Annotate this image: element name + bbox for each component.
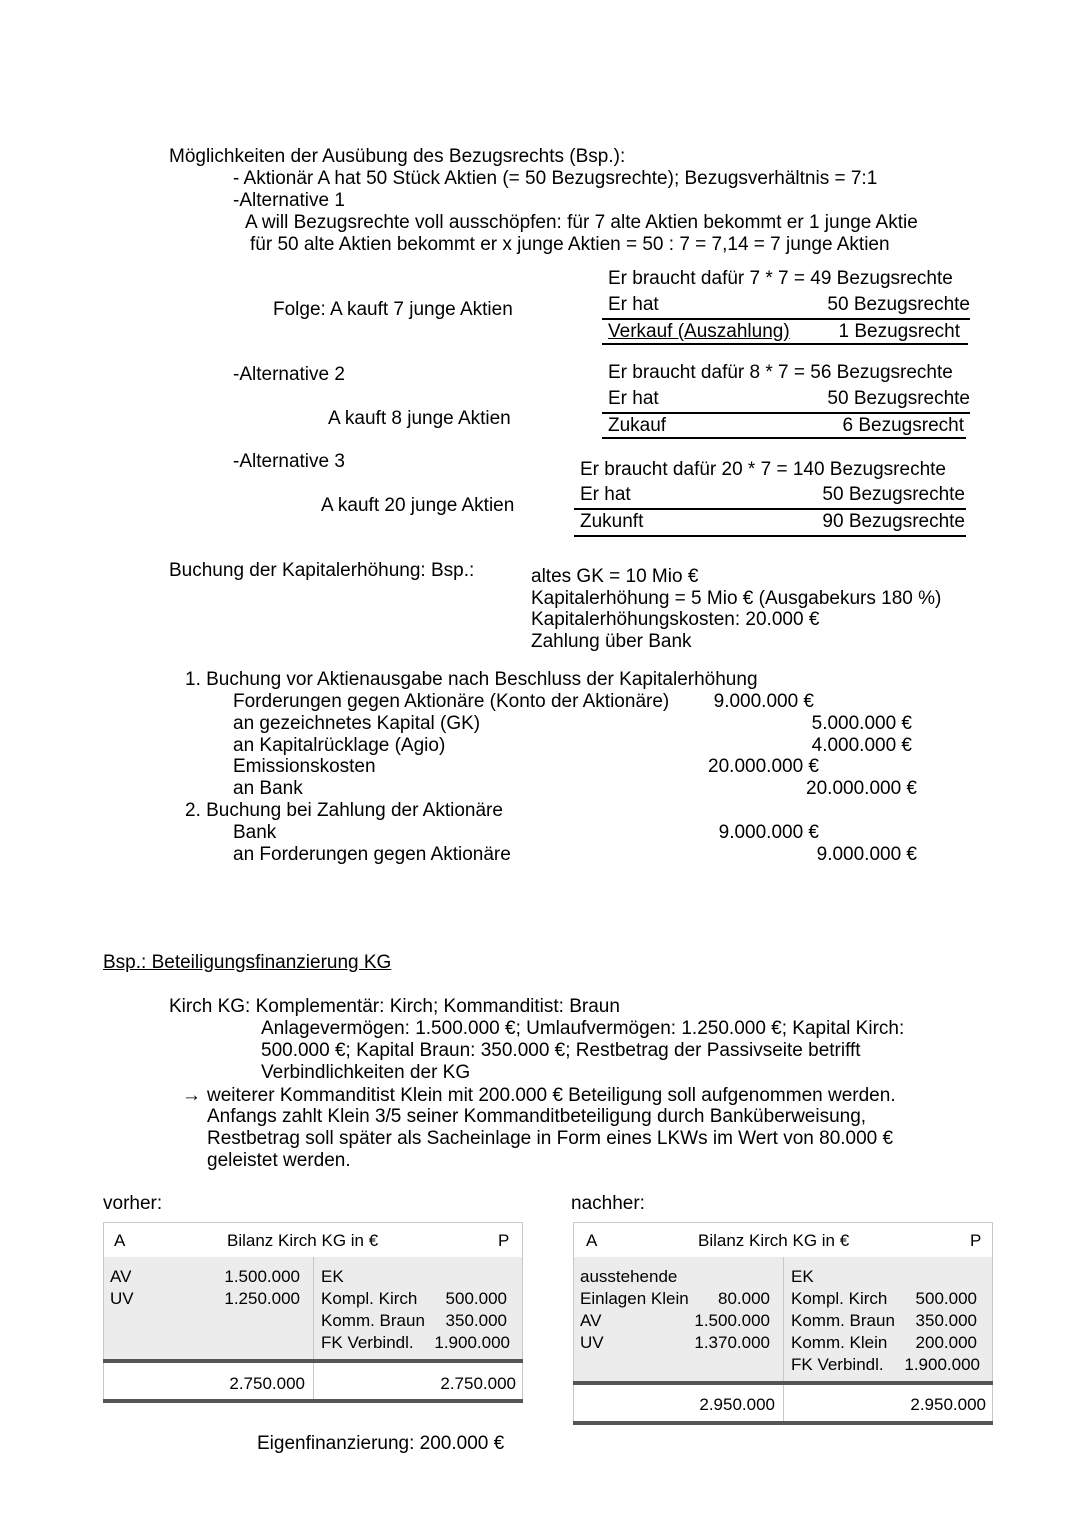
table-top-border: [573, 1222, 993, 1223]
bezug-heading: Möglichkeiten der Ausübung des Bezugsrechts (Bsp.):: [169, 146, 626, 167]
total-right: 2.750.000: [440, 1374, 516, 1393]
row-value: 1.500.000: [694, 1311, 770, 1330]
alt1-result-label: Verkauf (Auszahlung): [608, 321, 790, 342]
alt1-underline: [602, 343, 968, 345]
row-value: 1.250.000: [224, 1289, 300, 1308]
table-divider: [313, 1257, 314, 1359]
ek-label: EK: [321, 1267, 344, 1286]
table-right-border: [522, 1222, 523, 1359]
journal-debit: 9.000.000 €: [713, 691, 814, 712]
fact-item: altes GK = 10 Mio €: [531, 566, 699, 587]
side-a: A: [114, 1231, 126, 1250]
row-label: ausstehende: [580, 1267, 678, 1286]
journal-debit: 20.000.000 €: [708, 756, 819, 777]
row-label: AV: [580, 1311, 602, 1330]
alt2-has-label: Er hat: [608, 388, 659, 409]
double-line: [103, 1399, 523, 1403]
alt1-has-label: Er hat: [608, 294, 659, 315]
journal-credit: 20.000.000 €: [806, 778, 917, 799]
row-label: Kompl. Kirch: [321, 1289, 418, 1308]
alt3-divider: [574, 508, 966, 510]
alt2-result-value: 6 Bezugsrecht: [842, 415, 964, 436]
total-left: 2.750.000: [229, 1374, 305, 1393]
alt3-result-value: 90 Bezugsrechte: [822, 511, 965, 532]
alt3-folge: A kauft 20 junge Aktien: [321, 495, 515, 516]
side-p: P: [970, 1231, 982, 1250]
journal-credit: 4.000.000 €: [811, 735, 912, 756]
alt1-text1: A will Bezugsrechte voll ausschöpfen: für 7 alte Aktien bekommt er 1 junge Aktie: [245, 212, 918, 233]
alt1-divider: [602, 318, 970, 320]
alt3-need: Er braucht dafür 20 * 7 = 140 Bezugsrechte: [580, 459, 946, 480]
alt2-folge: A kauft 8 junge Aktien: [328, 408, 511, 429]
journal-debit: 9.000.000 €: [718, 822, 819, 843]
row-label: Einlagen Klein: [580, 1289, 689, 1308]
journal-label: an Kapitalrücklage (Agio): [233, 735, 446, 756]
buchung1-title: 1. Buchung vor Aktienausgabe nach Beschluss der Kapitalerhöhung: [185, 669, 758, 690]
row-value: 1.500.000: [224, 1267, 300, 1286]
journal-label: Bank: [233, 822, 277, 843]
row-value: 500.000: [915, 1289, 977, 1308]
alt1-need: Er braucht dafür 7 * 7 = 49 Bezugsrechte: [608, 268, 953, 289]
bilanz-title: Bilanz Kirch KG in €: [698, 1231, 850, 1250]
alt1-text2: für 50 alte Aktien bekommt er x junge Aktien = 50 : 7 = 7,14 = 7 junge Aktien: [250, 234, 890, 255]
table-divider: [783, 1257, 784, 1381]
side-p: P: [498, 1231, 510, 1250]
table-left-border: [103, 1363, 104, 1399]
table-right-border: [522, 1363, 523, 1399]
kg-line8: geleistet werden.: [207, 1150, 351, 1171]
row-label: UV: [110, 1289, 134, 1308]
fact-item: Kapitalerhöhung = 5 Mio € (Ausgabekurs 180 %): [531, 588, 942, 609]
fact-item: Zahlung über Bank: [531, 631, 692, 652]
row-label: Kompl. Kirch: [791, 1289, 888, 1308]
kg-line3: 500.000 €; Kapital Braun: 350.000 €; Restbetrag der Passivseite betrifft: [261, 1040, 861, 1061]
alt3-underline: [574, 535, 966, 537]
row-value: 350.000: [445, 1311, 507, 1330]
journal-credit: 9.000.000 €: [816, 844, 917, 865]
alt3-result-label: Zukunft: [580, 511, 644, 532]
alt2-underline: [602, 437, 966, 439]
table-divider: [783, 1385, 784, 1421]
alt2-result-label: Zukauf: [608, 415, 667, 436]
fact-item: Kapitalerhöhungskosten: 20.000 €: [531, 609, 820, 630]
row-label: FK Verbindl.: [791, 1355, 884, 1374]
row-value: 1.900.000: [904, 1355, 980, 1374]
journal-label: Emissionskosten: [233, 756, 376, 777]
kg-heading: Bsp.: Beteiligungsfinanzierung KG: [103, 952, 392, 973]
table-left-border: [103, 1222, 104, 1359]
total-right: 2.950.000: [910, 1395, 986, 1414]
total-left: 2.950.000: [699, 1395, 775, 1414]
kg-line6: Anfangs zahlt Klein 3/5 seiner Kommanditbeteiligung durch Banküberweisung,: [207, 1106, 867, 1127]
bezug-line1: - Aktionär A hat 50 Stück Aktien (= 50 Bezugsrechte); Bezugsverhältnis = 7:1: [233, 168, 878, 189]
table-right-border: [992, 1385, 993, 1421]
journal-label: an Bank: [233, 778, 303, 799]
row-value: 1.900.000: [434, 1333, 510, 1352]
buchung2-title: 2. Buchung bei Zahlung der Aktionäre: [185, 800, 503, 821]
bilanz-title: Bilanz Kirch KG in €: [227, 1231, 379, 1250]
row-value: 350.000: [915, 1311, 977, 1330]
alt2-divider: [602, 412, 970, 414]
row-label: UV: [580, 1333, 604, 1352]
table-divider: [313, 1363, 314, 1399]
alt2-need: Er braucht dafür 8 * 7 = 56 Bezugsrechte: [608, 362, 953, 383]
row-value: 200.000: [915, 1333, 977, 1352]
side-a: A: [586, 1231, 598, 1250]
alt2-has-value: 50 Bezugsrechte: [827, 388, 970, 409]
table-right-border: [992, 1222, 993, 1381]
row-label: Komm. Klein: [791, 1333, 888, 1352]
kg-line1: Kirch KG: Komplementär: Kirch; Kommanditist: Braun: [169, 996, 620, 1017]
row-label: AV: [110, 1267, 132, 1286]
alt2-label: -Alternative 2: [233, 364, 345, 385]
arrow-right-icon: →: [182, 1085, 201, 1106]
kapital-heading: Buchung der Kapitalerhöhung: Bsp.:: [169, 560, 475, 581]
journal-label: Forderungen gegen Aktionäre (Konto der Aktionäre): [233, 691, 670, 712]
table-top-border: [103, 1222, 523, 1223]
journal-credit: 5.000.000 €: [811, 713, 912, 734]
journal-label: an Forderungen gegen Aktionäre: [233, 844, 511, 865]
alt3-label: -Alternative 3: [233, 451, 345, 472]
row-value: 80.000: [718, 1289, 770, 1308]
alt3-has-value: 50 Bezugsrechte: [822, 484, 965, 505]
alt1-label: -Alternative 1: [233, 190, 345, 211]
row-value: 500.000: [445, 1289, 507, 1308]
nachher-label: nachher:: [571, 1193, 645, 1214]
double-line: [573, 1421, 993, 1425]
alt3-has-label: Er hat: [580, 484, 631, 505]
vorher-label: vorher:: [103, 1193, 163, 1214]
table-left-border: [573, 1222, 574, 1381]
alt1-result-value: 1 Bezugsrecht: [838, 321, 960, 342]
row-label: Komm. Braun: [321, 1311, 425, 1330]
row-value: 1.370.000: [694, 1333, 770, 1352]
kg-line2: Anlagevermögen: 1.500.000 €; Umlaufvermögen: 1.250.000 €; Kapital Kirch:: [261, 1018, 905, 1039]
kg-line4: Verbindlichkeiten der KG: [261, 1062, 471, 1083]
ek-label: EK: [791, 1267, 814, 1286]
row-label: FK Verbindl.: [321, 1333, 414, 1352]
table-left-border: [573, 1385, 574, 1421]
row-label: Komm. Braun: [791, 1311, 895, 1330]
kg-line5: weiterer Kommanditist Klein mit 200.000 € Beteiligung soll aufgenommen werden.: [207, 1085, 896, 1106]
eigenfinanzierung: Eigenfinanzierung: 200.000 €: [257, 1433, 505, 1454]
journal-label: an gezeichnetes Kapital (GK): [233, 713, 481, 734]
alt1-folge: Folge: A kauft 7 junge Aktien: [273, 299, 513, 320]
alt1-has-value: 50 Bezugsrechte: [827, 294, 970, 315]
kg-line7: Restbetrag soll später als Sacheinlage in Form eines LKWs im Wert von 80.000 €: [207, 1128, 894, 1149]
